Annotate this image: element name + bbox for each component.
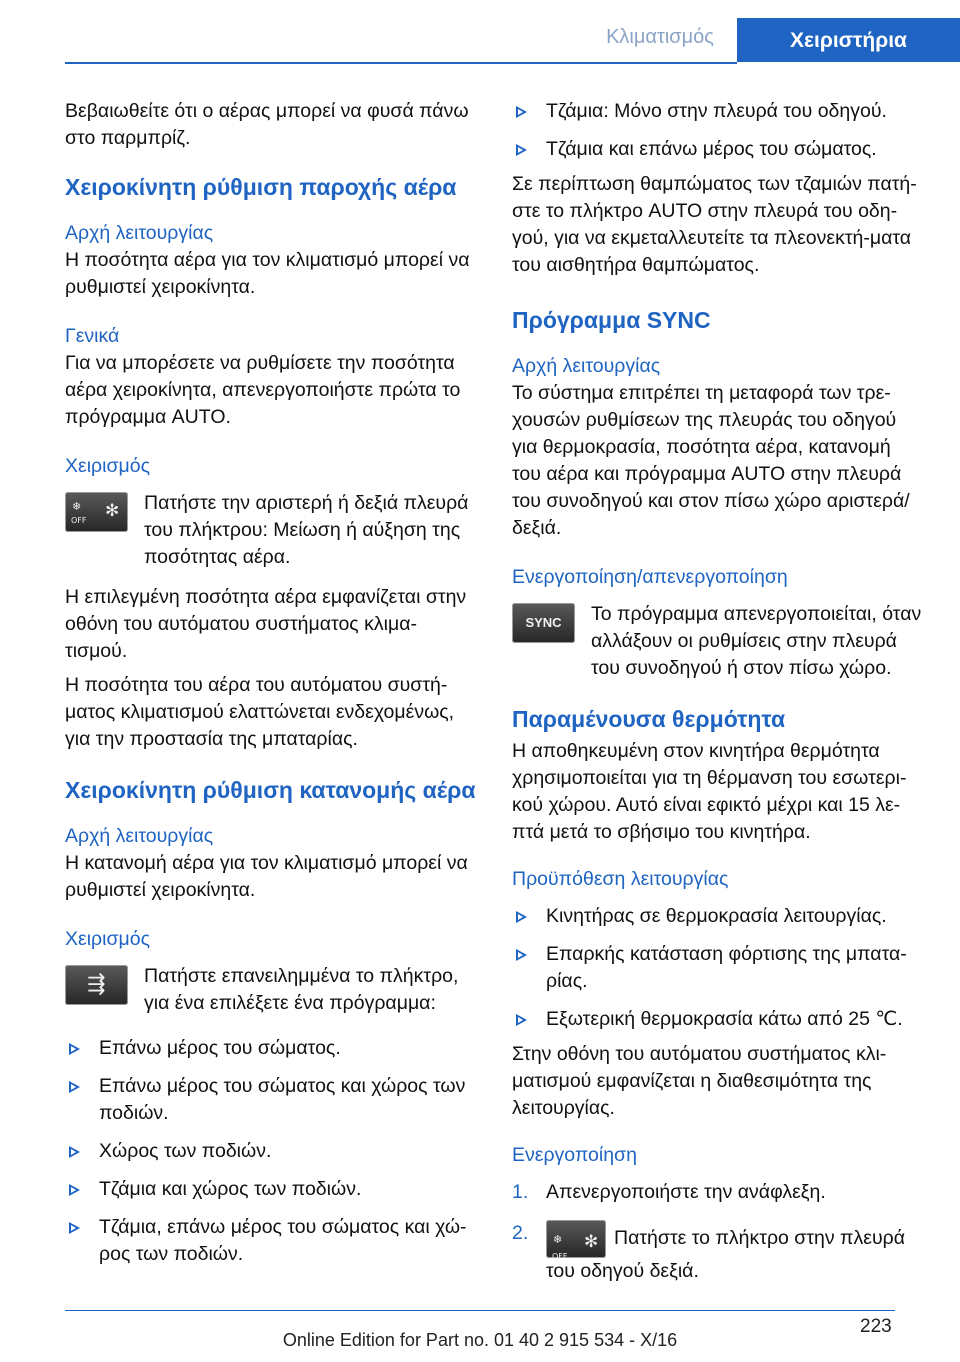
bullet-arrow-icon	[516, 144, 527, 156]
distribution-program-list-continued	[512, 98, 924, 163]
left-column	[65, 98, 477, 1268]
availability-paragraph: Στην οθόνη του αυτόματου συστήματος κλι-ματισμού εμφανίζεται η διαθεσιμότητα της λειτουργίας.	[512, 1043, 887, 1119]
sync-key-text: Το πρόγραμμα απενεργοποιείται, όταν αλλάξουν οι ρυθμίσεις στην πλευρά του συνοδηγού ή στον πίσω χώρο.	[591, 603, 922, 679]
footer-rule	[65, 1310, 895, 1311]
list-item: Χώρος των ποδιών.	[65, 1138, 477, 1165]
bullet-arrow-icon	[69, 1043, 80, 1055]
residual-paragraph: Η αποθηκευμένη στον κινητήρα θερμότητα χρησιμοποιείται για τη θέρμανση του εσωτερι-κού χώρου. Αυτό είναι εφικτό μέχρι και 15 λε-πτά μετά το σβήσιμο του κινητήρα.	[512, 740, 907, 843]
sync-key-icon	[512, 603, 575, 643]
list-item: Επάνω μέρος του σώματος.	[65, 1035, 477, 1062]
bullet-arrow-icon	[516, 106, 527, 118]
activation-steps	[512, 1179, 924, 1285]
list-item: Τζάμια και επάνω μέρος του σώματος.	[512, 136, 924, 163]
subheading-principle-sync: Αρχή λειτουργίας	[512, 355, 661, 377]
subheading-general: Γενικά	[65, 325, 120, 347]
section-title-air-volume: Χειροκίνητη ρύθμιση παροχής αέρα	[65, 174, 457, 200]
display-paragraph: Η επιλεγμένη ποσότητα αέρα εμφανίζεται στην οθόνη του αυτόματου συστήματος κλιμα-τισμού.	[65, 586, 467, 662]
section-title-sync: Πρόγραμμα SYNC	[512, 307, 711, 333]
principle-paragraph: Η ποσότητα αέρα για τον κλιματισμό μπορεί να ρυθμιστεί χειροκίνητα.	[65, 249, 470, 298]
bullet-arrow-icon	[516, 911, 527, 923]
list-item: Εξωτερική θερμοκρασία κάτω από 25 ℃.	[512, 1006, 924, 1033]
prerequisite-list	[512, 903, 924, 1033]
distribution-key-instruction	[65, 963, 477, 1017]
bullet-arrow-icon	[69, 1184, 80, 1196]
right-column	[512, 98, 924, 1285]
fan-off-key-icon: ❄ OFF ✻	[546, 1220, 606, 1258]
list-item: Κινητήρας σε θερμοκρασία λειτουργίας.	[512, 903, 924, 930]
section-title-air-distribution: Χειροκίνητη ρύθμιση κατανομής αέρα	[65, 777, 476, 803]
list-item: Τζάμια, επάνω μέρος του σώματος και χώ-ρος των ποδιών.	[65, 1214, 477, 1268]
header-rule	[65, 62, 737, 64]
bullet-arrow-icon	[69, 1146, 80, 1158]
list-item: Επάνω μέρος του σώματος και χώρος των ποδιών.	[65, 1073, 477, 1127]
sync-principle-paragraph: Το σύστημα επιτρέπει τη μεταφορά των τρε-χουσών ρυθμίσεων της πλευράς του οδηγού για θερμοκρασία, ποσότητα αέρα, κατανομή του αέρα και πρόγραμμα AUTO στην πλευρά του συνοδηγού και στον πίσω χώρο αριστερά/δεξιά.	[512, 382, 910, 539]
principle-paragraph-2: Η κατανομή αέρα για τον κλιματισμό μπορεί να ρυθμιστεί χειροκίνητα.	[65, 852, 468, 901]
step-item: 2. ❄ OFF ✻ Πατήστε το πλήκτρο στην πλευρά του οδηγού δεξιά.	[512, 1222, 905, 1282]
general-paragraph: Για να μπορέσετε να ρυθμίσετε την ποσότητα αέρα χειροκίνητα, απενεργοποιήστε πρώτα το πρόγραμμα AUTO.	[65, 352, 461, 428]
sync-key-label: SYNC	[525, 615, 562, 630]
bullet-arrow-icon	[516, 1014, 527, 1026]
subheading-principle-2: Αρχή λειτουργίας	[65, 825, 214, 847]
fan-key-instruction	[65, 490, 477, 571]
list-item: Τζάμια: Μόνο στην πλευρά του οδηγού.	[512, 98, 924, 125]
page-number: 223	[860, 1316, 892, 1337]
section-title-residual-heat: Παραμένουσα θερμότητα	[512, 706, 786, 732]
bullet-arrow-icon	[69, 1222, 80, 1234]
subheading-control: Χειρισμός	[65, 455, 150, 477]
fogging-paragraph: Σε περίπτωση θαμπώματος των τζαμιών πατή-στε το πλήκτρο AUTO στην πλευρά του οδη-γού, για να εκμεταλλευτείτε τα πλεονεκτή-ματα του αισθητήρα θαμπώματος.	[512, 173, 917, 276]
subheading-prerequisite: Προϋπόθεση λειτουργίας	[512, 868, 729, 890]
list-item: Επαρκής κατάσταση φόρτισης της μπατα-ρίας.	[512, 941, 924, 995]
subheading-sync-onoff: Ενεργοποίηση/απενεργοποίηση	[512, 566, 788, 588]
subheading-activation: Ενεργοποίηση	[512, 1144, 637, 1166]
subheading-principle: Αρχή λειτουργίας	[65, 222, 214, 244]
key-off-label: OFF	[71, 516, 87, 525]
footer-edition: Online Edition for Part no. 01 40 2 915 534 - X/16	[282, 1330, 678, 1350]
sync-key-instruction	[512, 601, 924, 682]
fan-key-text: Πατήστε την αριστερή ή δεξιά πλευρά του πλήκτρου: Μείωση ή αύξηση της ποσότητας αέρα.	[144, 492, 469, 568]
intro-paragraph: Βεβαιωθείτε ότι ο αέρας μπορεί να φυσά πάνω στο παρμπρίζ.	[65, 100, 469, 149]
air-distribution-key-icon: ⇶	[65, 965, 128, 1005]
page-header	[0, 0, 960, 62]
distribution-program-list	[65, 1035, 477, 1268]
list-item: Τζάμια και χώρος των ποδιών.	[65, 1176, 477, 1203]
fan-off-key-icon: ❄ OFF ✻	[65, 492, 128, 532]
distribution-key-text: Πατήστε επανειλημμένα το πλήκτρο, για ένα επιλέξετε ένα πρόγραμμα:	[144, 965, 459, 1014]
header-chapter-tab[interactable]: Χειριστήρια	[737, 18, 960, 62]
step-item: 1. Απενεργοποιήστε την ανάφλεξη.	[512, 1181, 826, 1203]
header-section-tab[interactable]: Κλιματισμός	[606, 26, 714, 48]
subheading-control-2: Χειρισμός	[65, 928, 150, 950]
battery-paragraph: Η ποσότητα του αέρα του αυτόματου συστή-ματος κλιματισμού ελαττώνεται ενδεχομένως, για την προστασία της μπαταρίας.	[65, 674, 455, 750]
bullet-arrow-icon	[69, 1081, 80, 1093]
bullet-arrow-icon	[516, 949, 527, 961]
